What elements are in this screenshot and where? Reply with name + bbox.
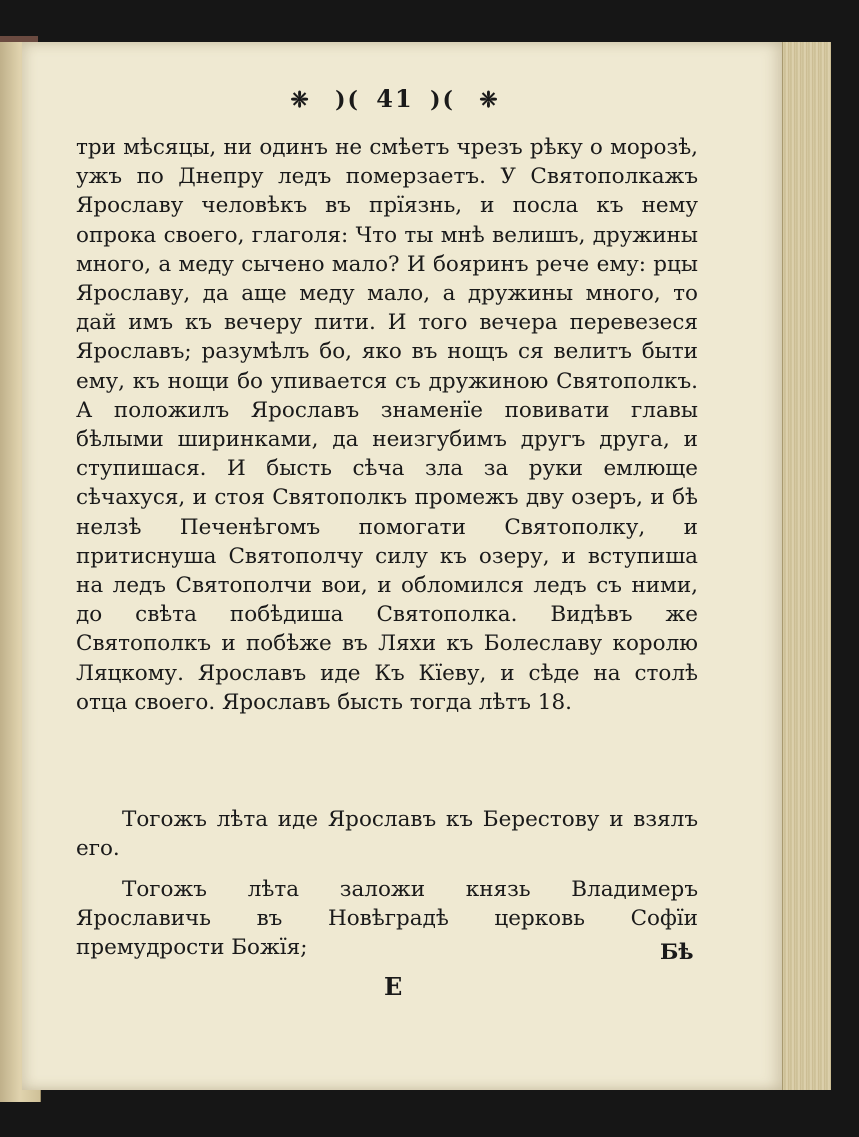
page-stack-edge — [782, 42, 831, 1090]
separator-left: )( — [335, 87, 360, 113]
body-paragraph-2: Тогожъ лѣта иде Ярославъ къ Берестову и взялъ его. — [76, 807, 698, 862]
signature-mark: Е — [384, 972, 403, 1001]
catchword: Бѣ — [660, 940, 694, 965]
ornament-left-icon: ❈ — [290, 87, 311, 113]
body-paragraph-3: Тогожъ лѣта заложи князь Владимеръ Ярославичь въ Новѣградѣ церковь Софїи премудрости Божїя; — [76, 877, 698, 961]
page-header — [0, 84, 790, 113]
page-number: 41 — [376, 84, 414, 113]
body-paragraph-1: три мѣсяцы, ни одинъ не смѣетъ чрезъ рѣку о морозѣ, ужъ по Днепру ледъ померзаетъ. У Святополкажъ Ярославу человѣкъ въ прїязнь, и посла къ нему опрока своего, глаголя: Что ты мнѣ велишъ, дружины много, а меду сычено мало? И бояринъ рече ему: рцы Ярославу, да аще меду мало, а дружины много, то дай имъ къ вечеру пити. И того вечера перевезеся Ярославъ; разумѣлъ бо, яко въ нощъ ся велитъ быти ему, къ нощи бо упивается съ дружиною Святополкъ. А положилъ Ярославъ знаменїе повивати главы бѣлыми ширинками, да неизгубимъ другъ друга, и ступишася. И бысть сѣча зла за руки емлюще сѣчахуся, и стоя Святополкъ промежъ дву озеръ, и бѣ нелзѣ Печенѣгомъ помогати Святополку, и притиснуша Святополчу силу къ озеру, и вступиша на ледъ Святополчи вои, и обломился ледъ съ ними, до свѣта побѣдиша Святополка. Видѣвъ же Святополкъ и побѣже въ Ляхи къ Болеславу королю Ляцкому. Ярославъ иде Къ Кїеву, и сѣде на столѣ отца своего. Ярославъ бысть тогда лѣтъ 18. — [76, 135, 698, 715]
ornament-right-icon: ❈ — [479, 87, 500, 113]
separator-right: )( — [430, 87, 455, 113]
